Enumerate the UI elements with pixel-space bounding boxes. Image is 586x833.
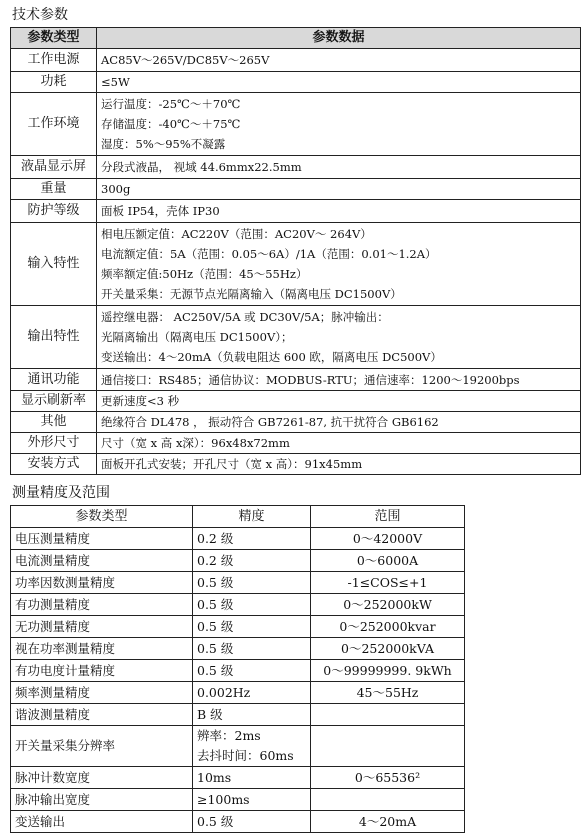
meas-precision-line: 0.5 级 — [197, 813, 234, 829]
meas-precision-line: 0.5 级 — [197, 618, 234, 634]
measurement-table — [10, 505, 465, 833]
meas-precision-line: 去抖时间：60ms — [197, 748, 294, 763]
meas-range: 0～252000kVA — [311, 638, 465, 660]
spec-row — [11, 156, 581, 179]
meas-precision — [193, 726, 311, 767]
spec-value-line: 面板 IP54，壳体 IP30 — [101, 204, 220, 218]
spec-value — [97, 391, 581, 412]
spec-value-line: 开关量采集：无源节点光隔离输入（隔离电压 DC1500V） — [101, 287, 402, 301]
meas-header-row — [11, 506, 465, 528]
meas-precision — [193, 638, 311, 660]
meas-precision — [193, 572, 311, 594]
meas-type: 无功测量精度 — [11, 616, 193, 638]
meas-range — [311, 704, 465, 726]
spec-row — [11, 391, 581, 412]
spec-value-line: 相电压额定值：AC220V（范围：AC20V～ 264V） — [101, 227, 372, 241]
meas-row — [11, 682, 465, 704]
meas-type: 电流测量精度 — [11, 550, 193, 572]
spec-key: 输入特性 — [11, 223, 97, 306]
meas-precision-line: 10ms — [197, 769, 232, 785]
spec-key: 功耗 — [11, 72, 97, 93]
meas-row — [11, 726, 465, 767]
spec-header-key: 参数类型 — [11, 28, 97, 49]
spec-row — [11, 369, 581, 391]
spec-header-row — [11, 28, 581, 49]
meas-row — [11, 550, 465, 572]
meas-precision-line: 0.2 级 — [197, 530, 234, 546]
meas-type: 脉冲输出宽度 — [11, 789, 193, 811]
spec-value-line: 变送输出：4～20mA（负载电阻达 600 欧，隔离电压 DC500V） — [101, 350, 442, 364]
spec-value — [97, 223, 581, 306]
meas-precision-line: 0.002Hz — [197, 684, 251, 700]
meas-header-precision: 精度 — [193, 506, 311, 528]
spec-value — [97, 454, 581, 475]
meas-type: 功率因数测量精度 — [11, 572, 193, 594]
spec-value — [97, 369, 581, 391]
meas-precision — [193, 811, 311, 833]
meas-type: 变送输出 — [11, 811, 193, 833]
spec-value-line: 光隔离输出（隔离电压 DC1500V）； — [101, 330, 293, 344]
meas-range: 0～252000kW — [311, 594, 465, 616]
meas-precision — [193, 616, 311, 638]
spec-value — [97, 72, 581, 93]
meas-type: 谐波测量精度 — [11, 704, 193, 726]
meas-type: 有功测量精度 — [11, 594, 193, 616]
meas-type: 开关量采集分辨率 — [11, 726, 193, 767]
meas-type: 脉冲计数宽度 — [11, 767, 193, 789]
meas-range — [311, 789, 465, 811]
meas-precision — [193, 550, 311, 572]
meas-row — [11, 594, 465, 616]
spec-value-line: 存储温度：-40℃～＋75℃ — [101, 117, 241, 131]
meas-type: 电压测量精度 — [11, 528, 193, 550]
meas-header-range: 范围 — [311, 506, 465, 528]
spec-row — [11, 454, 581, 475]
spec-value — [97, 200, 581, 223]
spec-row — [11, 93, 581, 156]
meas-range: 0～6000A — [311, 550, 465, 572]
meas-range: 0～252000kvar — [311, 616, 465, 638]
spec-row — [11, 200, 581, 223]
meas-precision — [193, 767, 311, 789]
spec-value — [97, 93, 581, 156]
spec-value — [97, 156, 581, 179]
spec-value — [97, 49, 581, 72]
spec-key: 输出特性 — [11, 306, 97, 369]
spec-row — [11, 72, 581, 93]
meas-row — [11, 572, 465, 594]
spec-value-line: 绝缘符合 DL478 ， 振动符合 GB7261-87, 抗干扰符合 GB6162 — [101, 415, 439, 429]
meas-precision-line: 0.5 级 — [197, 640, 234, 656]
spec-row — [11, 49, 581, 72]
meas-precision-line: 0.2 级 — [197, 552, 234, 568]
spec-value-line: 遥控继电器： AC250V/5A 或 DC30V/5A；脉冲输出： — [101, 310, 389, 324]
meas-precision-line: ≥100ms — [197, 791, 250, 807]
meas-type: 频率测量精度 — [11, 682, 193, 704]
spec-value-line: AC85V～265V/DC85V～265V — [101, 53, 270, 67]
spec-key: 工作电源 — [11, 49, 97, 72]
spec-value-line: 运行温度：-25℃～＋70℃ — [101, 97, 241, 111]
spec-table — [10, 27, 581, 475]
spec-value — [97, 179, 581, 200]
spec-header-value: 参数数据 — [97, 28, 581, 49]
meas-range: 0～99999999. 9kWh — [311, 660, 465, 682]
meas-row — [11, 767, 465, 789]
spec-value-line: 湿度：5%～95%不凝露 — [101, 137, 226, 151]
meas-range: 45～55Hz — [311, 682, 465, 704]
spec-value-line: 面板开孔式安装；开孔尺寸（宽 x 高）：91x45mm — [101, 457, 363, 471]
meas-row — [11, 528, 465, 550]
meas-type: 视在功率测量精度 — [11, 638, 193, 660]
spec-value-line: 尺寸（宽 x 高 x深）：96x48x72mm — [101, 436, 290, 450]
meas-precision — [193, 528, 311, 550]
meas-header-type: 参数类型 — [11, 506, 193, 528]
meas-range: 4～20mA — [311, 811, 465, 833]
meas-range — [311, 726, 465, 767]
spec-key: 外形尺寸 — [11, 433, 97, 454]
meas-range: 0～42000V — [311, 528, 465, 550]
meas-range: 0～65536² — [311, 767, 465, 789]
meas-precision-line: 0.5 级 — [197, 574, 234, 590]
spec-row — [11, 412, 581, 433]
spec-key: 重量 — [11, 179, 97, 200]
spec-value-line: 电流额定值：5A（范围：0.05～6A）/1A（范围：0.01～1.2A） — [101, 247, 437, 261]
spec-row — [11, 306, 581, 369]
meas-precision-line: 0.5 级 — [197, 596, 234, 612]
meas-row — [11, 789, 465, 811]
spec-value — [97, 433, 581, 454]
meas-precision-line: 辨率：2ms — [197, 728, 261, 743]
section-title-measurement: 测量精度及范围 — [12, 485, 110, 501]
meas-row — [11, 660, 465, 682]
meas-range: -1≤COS≤+1 — [311, 572, 465, 594]
spec-key: 防护等级 — [11, 200, 97, 223]
spec-key: 安装方式 — [11, 454, 97, 475]
spec-value — [97, 412, 581, 433]
spec-row — [11, 433, 581, 454]
meas-precision-line: B 级 — [197, 706, 223, 722]
spec-key: 其他 — [11, 412, 97, 433]
spec-value-line: 通信接口：RS485；通信协议：MODBUS-RTU；通信速率：1200～19200bps — [101, 372, 520, 387]
meas-precision — [193, 660, 311, 682]
spec-row — [11, 223, 581, 306]
spec-value-line: 分段式液晶， 视域 44.6mmx22.5mm — [101, 160, 302, 174]
section-title-tech-params: 技术参数 — [12, 7, 68, 23]
spec-value-line: 300g — [101, 182, 131, 196]
meas-precision-line: 0.5 级 — [197, 662, 234, 678]
meas-precision — [193, 682, 311, 704]
meas-row — [11, 811, 465, 833]
spec-key: 液晶显示屏 — [11, 156, 97, 179]
meas-row — [11, 638, 465, 660]
spec-key: 工作环境 — [11, 93, 97, 156]
meas-row — [11, 704, 465, 726]
spec-value-line: 频率额定值:50Hz（范围：45～55Hz） — [101, 267, 308, 281]
meas-precision — [193, 704, 311, 726]
spec-row — [11, 179, 581, 200]
spec-value-line: ≤5W — [101, 75, 130, 89]
spec-key: 显示刷新率 — [11, 391, 97, 412]
meas-type: 有功电度计量精度 — [11, 660, 193, 682]
spec-key: 通讯功能 — [11, 369, 97, 391]
spec-value-line: 更新速度<3 秒 — [101, 394, 180, 408]
spec-value — [97, 306, 581, 369]
meas-row — [11, 616, 465, 638]
meas-precision — [193, 789, 311, 811]
meas-precision — [193, 594, 311, 616]
